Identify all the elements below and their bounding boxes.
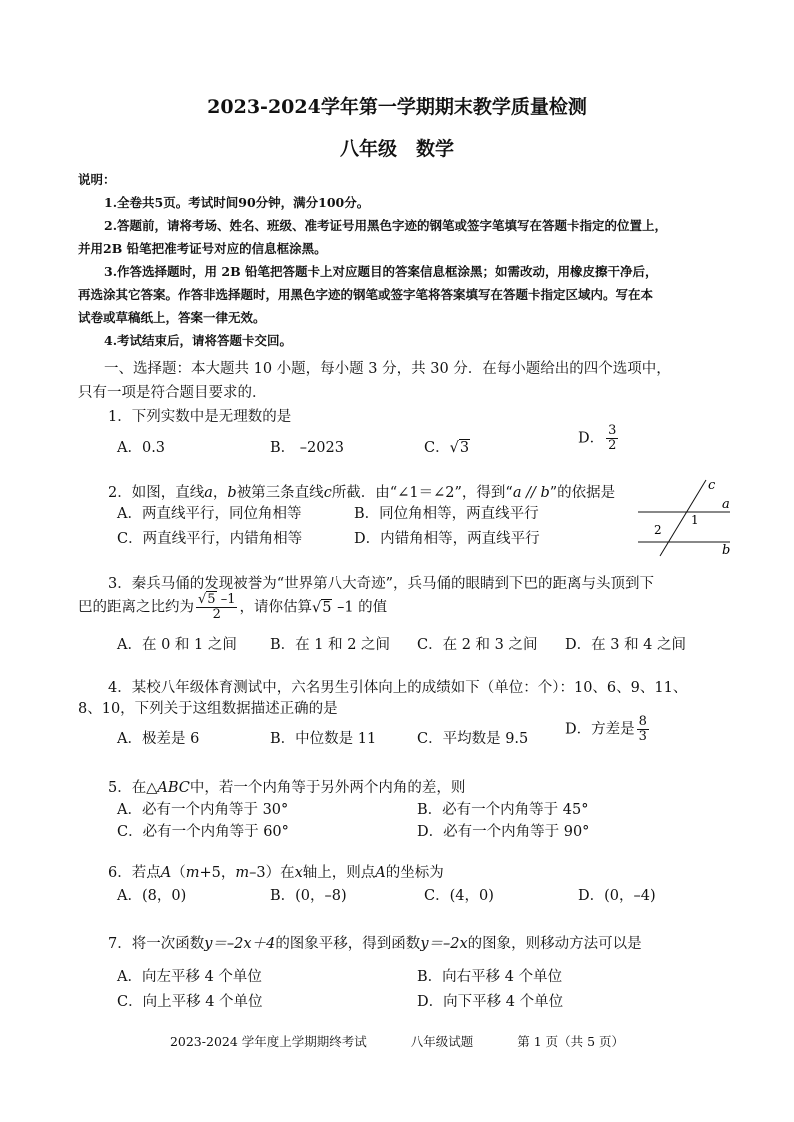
fraction: $\frac{8}{3}$: [638, 714, 647, 744]
q3-option-c: C．在 2 和 3 之间: [417, 637, 538, 653]
note-line: 再选涂其它答案。作答非选择题时，用黑色字迹的钢笔或签字笔将答案填写在答题卡指定区域内。写在本: [78, 287, 654, 302]
q6-option-a: A．(8，0): [117, 888, 187, 904]
q7-option-c: C．向上平移 4 个单位: [117, 994, 263, 1010]
exam-title: 2023-2024学年第一学期期末教学质量检测: [207, 96, 587, 118]
q2-option-d: D．内错角相等，两直线平行: [354, 531, 540, 547]
q1-stem: 1．下列实数中是无理数的是: [108, 409, 292, 425]
q6-option-c: C．(4，0): [424, 888, 494, 904]
q1-option-b: B． –2023: [270, 440, 344, 456]
footer-grade: 八年级试题: [410, 1034, 474, 1049]
q1-option-c: C．√3: [424, 440, 470, 456]
angle-2-label: 2: [654, 523, 662, 537]
q7-option-b: B．向右平移 4 个单位: [417, 969, 563, 985]
q7-option-d: D．向下平移 4 个单位: [417, 994, 564, 1010]
angle-1-label: 1: [691, 513, 699, 527]
label-c: c: [708, 478, 716, 493]
note-line: 3.作答选择题时，用 2B 铅笔把答题卡上对应题目的答案信息框涂黑；如需改动，用橡皮擦干净后，: [104, 264, 658, 279]
notes-heading: 说明：: [78, 172, 116, 187]
q4-option-c: C．平均数是 9.5: [417, 731, 529, 747]
q7-stem: 7．将一次函数y＝–2x＋4的图象平移，得到函数y＝–2x的图象，则移动方法可以是: [108, 936, 642, 952]
q2-option-a: A．两直线平行，同位角相等: [117, 506, 302, 522]
q1-option-d: D． $\frac{3}{2}$: [578, 423, 617, 453]
q5-option-b: B．必有一个内角等于 45°: [417, 802, 589, 818]
sqrt-sign: √3: [449, 440, 470, 456]
q3-option-b: B．在 1 和 2 之间: [270, 637, 391, 653]
q3-stem-line1: 3．秦兵马俑的发现被誉为“世界第八大奇迹”，兵马俑的眼睛到下巴的距离与头顶到下: [108, 576, 655, 592]
q7-option-a: A．向左平移 4 个单位: [117, 969, 262, 985]
q2-option-c: C．两直线平行，内错角相等: [117, 531, 303, 547]
footer-page-number: 第 1 页（共 5 页）: [517, 1034, 625, 1049]
note-line: 并用2B 铅笔把准考证号对应的信息框涂黑。: [78, 241, 327, 256]
exam-subtitle: 八年级 数学: [339, 138, 454, 160]
q5-option-a: A．必有一个内角等于 30°: [117, 802, 289, 818]
q3-option-a: A．在 0 和 1 之间: [117, 637, 237, 653]
note-line: 2.答题前，请将考场、姓名、班级、准考证号用黑色字迹的钢笔或签字笔填写在答题卡指定的位置上，: [104, 218, 668, 233]
fraction: $\frac{3}{2}$: [608, 423, 617, 453]
line-c: [660, 480, 706, 556]
note-line: 4.考试结束后，请将答题卡交回。: [104, 333, 293, 348]
q4-stem-line2: 8、10，下列关于这组数据描述正确的是: [78, 701, 338, 717]
q4-option-d: D．方差是 $\frac{8}{3}$: [565, 714, 647, 744]
q5-option-d: D．必有一个内角等于 90°: [417, 824, 590, 840]
q5-option-c: C．必有一个内角等于 60°: [117, 824, 289, 840]
page-footer: [0, 1032, 794, 1050]
golden-ratio-fraction: $\frac{√5 -1}{2}$: [198, 592, 236, 622]
sqrt-sign: √5: [311, 599, 332, 616]
q2-parallel-lines-figure: [630, 476, 740, 558]
q1-option-a: A．0.3: [117, 440, 166, 456]
q5-stem: 5．在△ABC中，若一个内角等于另外两个内角的差，则: [108, 780, 466, 796]
q4-stem-line1: 4．某校八年级体育测试中，六名男生引体向上的成绩如下（单位：个）：10、6、9、11、: [108, 680, 688, 696]
q4-option-b: B．中位数是 11: [270, 731, 377, 747]
label-a: a: [722, 497, 730, 512]
q2-option-b: B．同位角相等，两直线平行: [354, 506, 539, 522]
q2-stem: 2．如图，直线a，b被第三条直线c所截．由“∠1＝∠2”，得到“a // b”的依据是: [108, 485, 616, 501]
footer-exam: 2023-2024 学年度上学期期终考试: [169, 1034, 367, 1049]
q6-option-d: D．(0，–4): [578, 888, 656, 904]
note-line: 试卷或草稿纸上，答案一律无效。: [78, 310, 266, 325]
note-line: 1.全卷共5页。考试时间90分钟，满分100分。: [104, 195, 370, 210]
section-heading: 一、选择题：本大题共 10 小题，每小题 3 分，共 30 分．在每小题给出的四个选项中，: [104, 361, 671, 377]
q3-stem-line2: 巴的距离之比约为 $\frac{√5 -1}{2}$ ，请你估算√5 –1 的值: [78, 592, 388, 622]
q6-stem: 6．若点A（m+5，m–3）在x轴上，则点A的坐标为: [108, 865, 444, 881]
q4-option-a: A．极差是 6: [117, 731, 200, 747]
q6-option-b: B．(0，–8): [270, 888, 347, 904]
q3-option-d: D．在 3 和 4 之间: [565, 637, 687, 653]
section-heading-cont: 只有一项是符合题目要求的．: [78, 385, 267, 401]
label-b: b: [722, 543, 731, 558]
